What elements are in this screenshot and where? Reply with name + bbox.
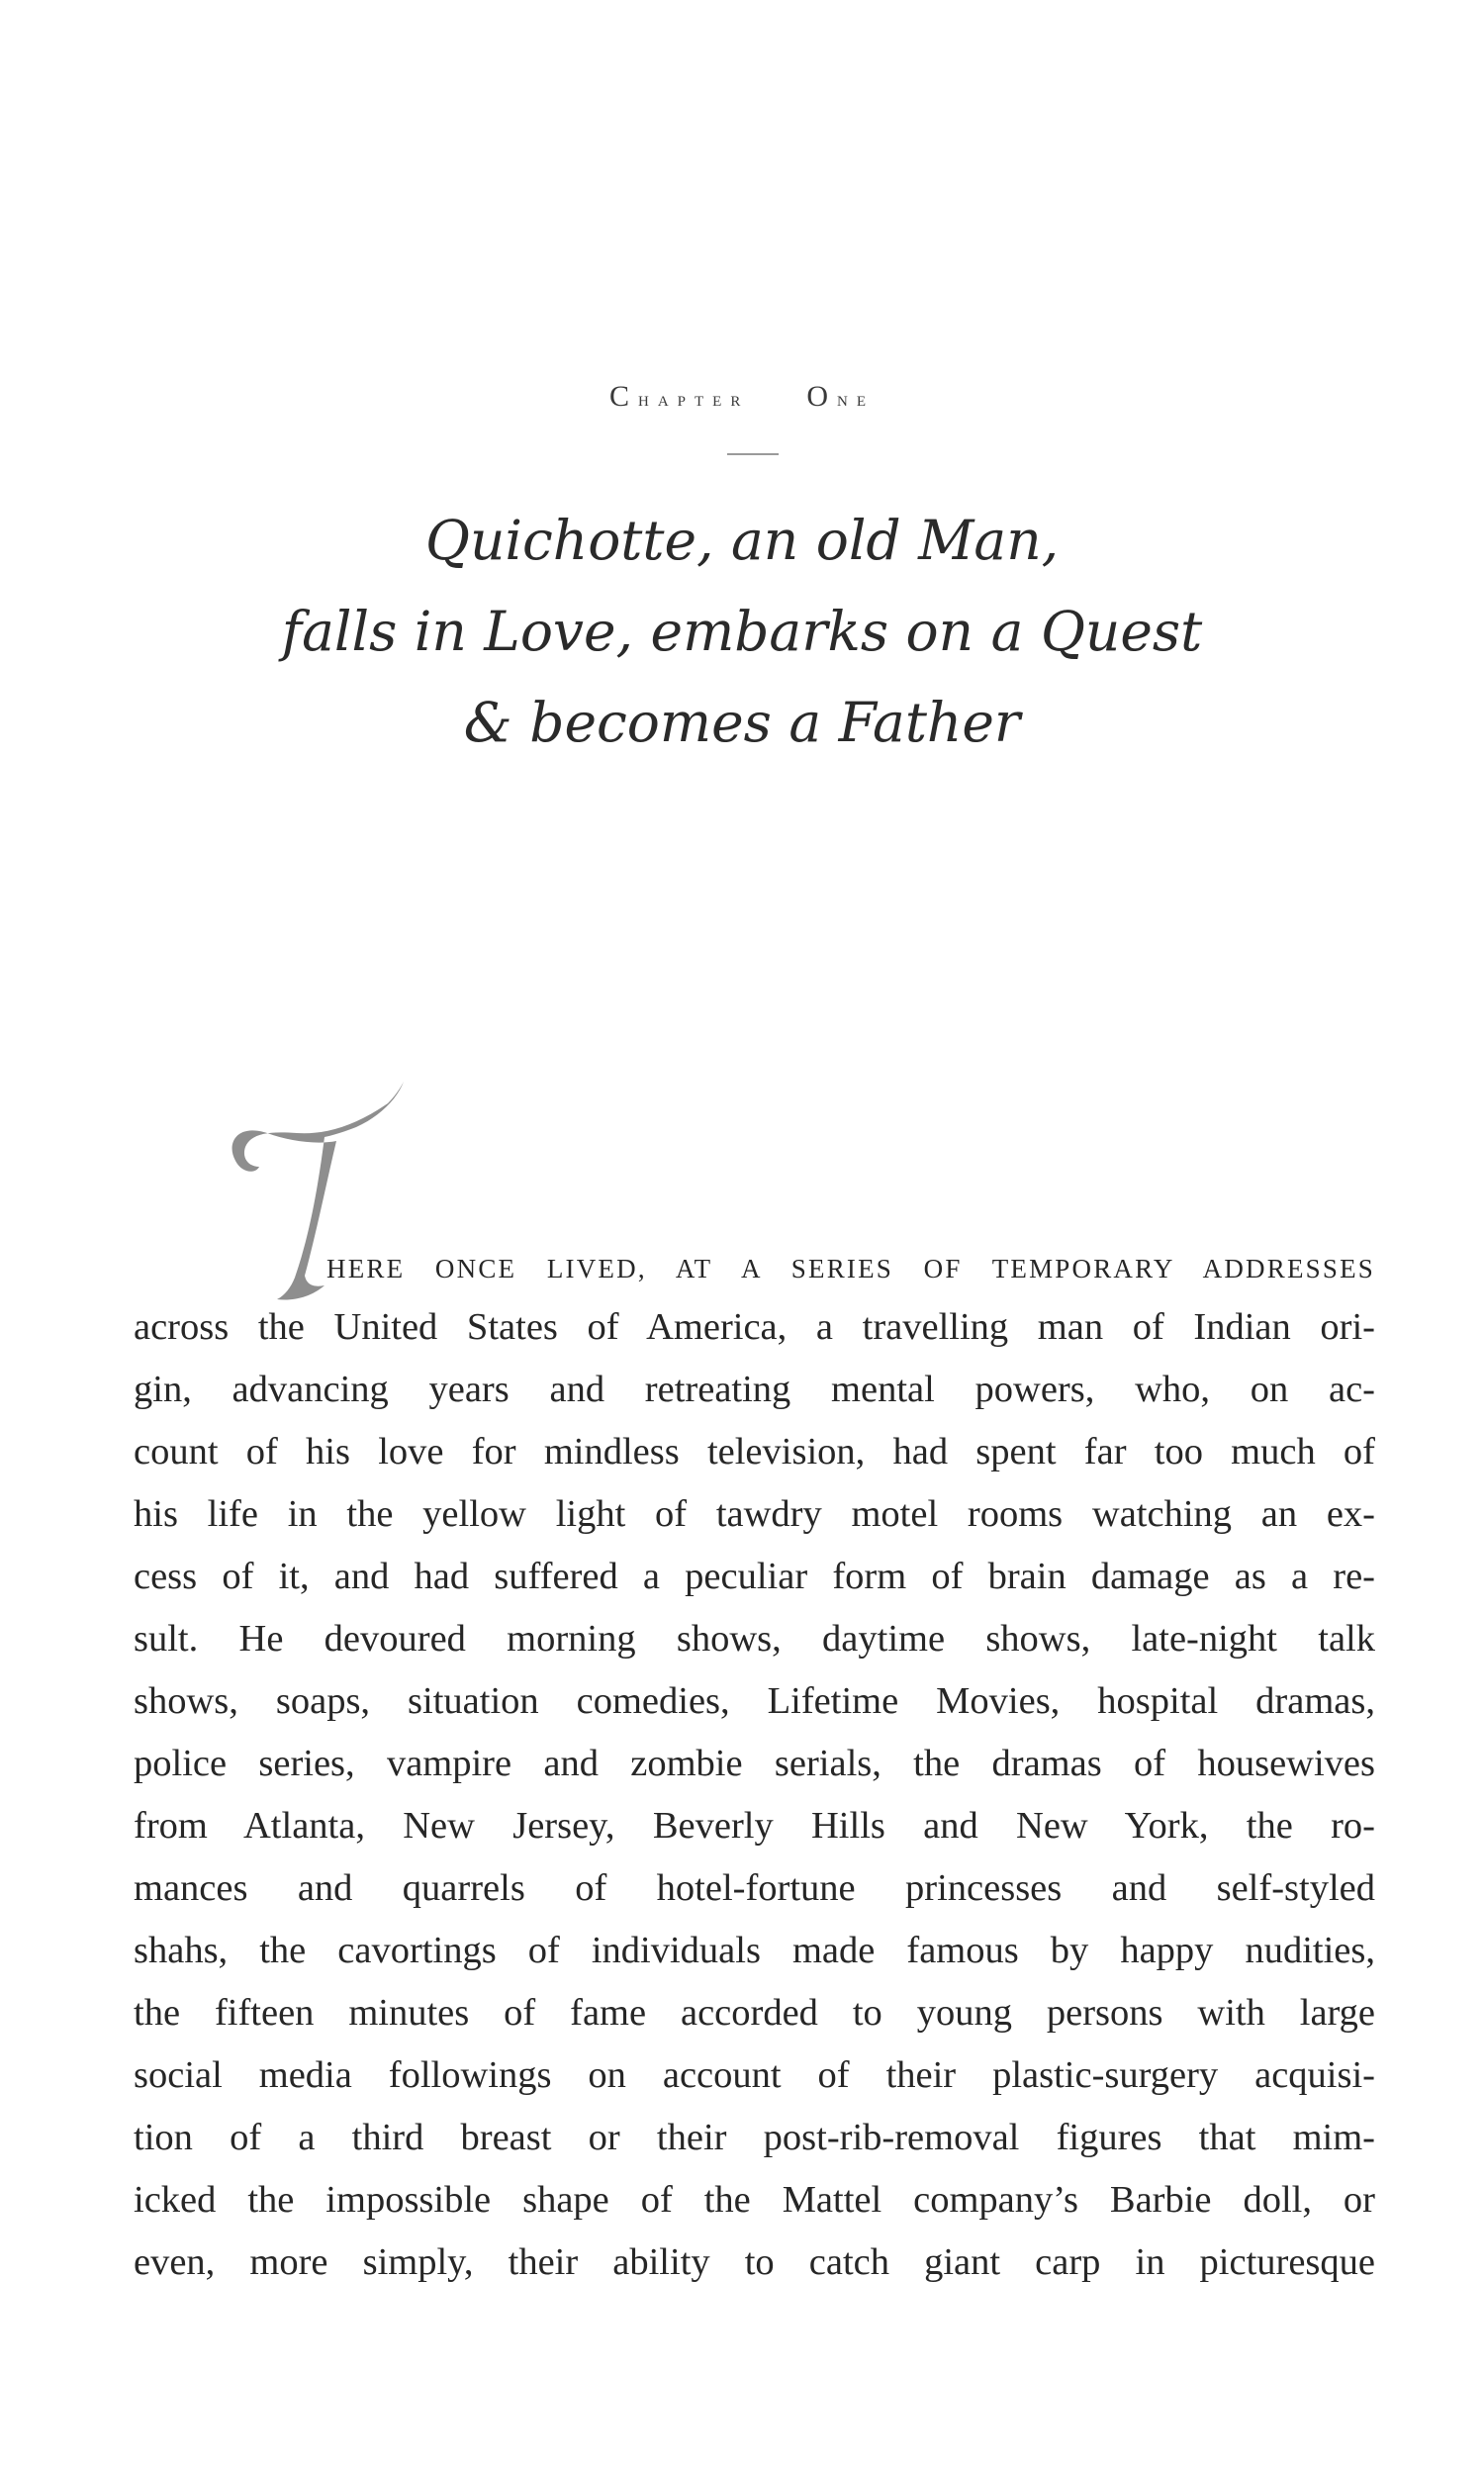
body-line: shahs, the cavortings of individuals made famous by happy nudities, xyxy=(134,1930,1375,1971)
body-line: police series, vampire and zombie serials, the dramas of housewives xyxy=(134,1743,1375,1784)
chapter-label-initial: C xyxy=(608,380,638,413)
chapter-label xyxy=(0,380,1484,414)
body-line: from Atlanta, New Jersey, Beverly Hills and New York, the ro- xyxy=(134,1805,1375,1847)
body-line: cess of it, and had suffered a peculiar form of brain damage as a re- xyxy=(134,1556,1375,1597)
body-text xyxy=(134,1241,1375,2294)
body-line: shows, soaps, situation comedies, Lifetime Movies, hospital dramas, xyxy=(134,1680,1375,1722)
body-line: even, more simply, their ability to catch giant carp in picturesque xyxy=(134,2241,1375,2283)
first-line-small-caps: HERE ONCE LIVED, AT A SERIES OF TEMPORARY ADDRESSES xyxy=(326,1254,1375,1283)
chapter-title-line-3: & becomes a Father xyxy=(463,691,1021,754)
chapter-title xyxy=(0,495,1484,768)
body-line: gin, advancing years and retreating mental powers, who, on ac- xyxy=(134,1369,1375,1410)
chapter-number-word: ne xyxy=(837,386,876,411)
body-line: his life in the yellow light of tawdry motel rooms watching an ex- xyxy=(134,1493,1375,1535)
chapter-title-line-2: falls in Love, embarks on a Quest xyxy=(281,600,1203,663)
chapter-number-initial: O xyxy=(806,380,838,413)
body-line: icked the impossible shape of the Mattel company’s Barbie doll, or xyxy=(134,2179,1375,2221)
chapter-title-line-1: Quichotte, an old Man, xyxy=(424,509,1060,572)
body-line: tion of a third breast or their post-rib-removal figures that mim- xyxy=(134,2117,1375,2158)
chapter-rule xyxy=(727,453,779,455)
body-line: social media followings on account of their plastic-surgery acquisi- xyxy=(134,2054,1375,2096)
body-line: the fifteen minutes of fame accorded to young persons with large xyxy=(134,1992,1375,2034)
body-line: sult. He devoured morning shows, daytime shows, late-night talk xyxy=(134,1618,1375,1660)
chapter-label-word: hapter xyxy=(638,386,750,411)
body-line: across the United States of America, a travelling man of Indian ori- xyxy=(134,1306,1375,1348)
body-line: count of his love for mindless television, had spent far too much of xyxy=(134,1431,1375,1472)
body-line: mances and quarrels of hotel-fortune princesses and self-styled xyxy=(134,1867,1375,1909)
